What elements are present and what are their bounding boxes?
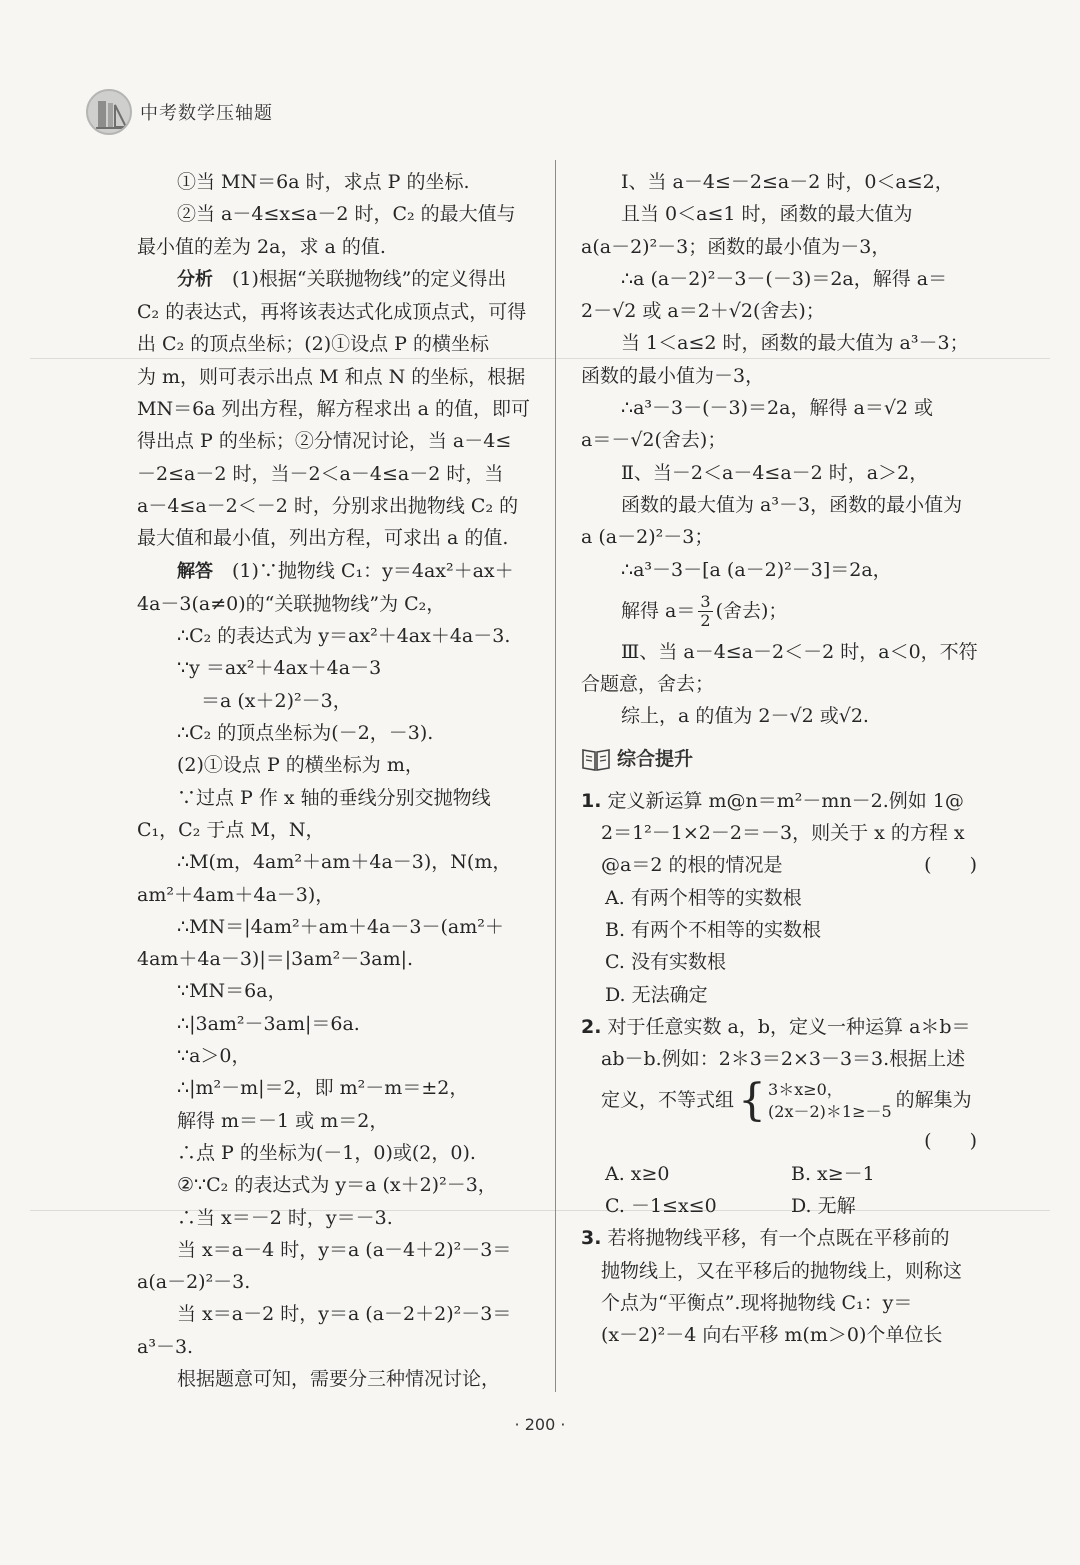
text-line: a－4≤a－2＜－2 时，分别求出抛物线 C₂ 的 bbox=[137, 494, 519, 517]
text-line: ②∵C₂ 的表达式为 y＝a (x＋2)²－3， bbox=[177, 1174, 497, 1197]
answer-blank: ( ) bbox=[924, 1130, 977, 1153]
question-number: 2. bbox=[581, 1015, 602, 1038]
text-line: 当 x＝a－4 时，y＝a (a－4＋2)²－3＝ bbox=[177, 1238, 512, 1261]
text-line: ∴|m²－m|＝2，即 m²－m＝±2， bbox=[177, 1077, 469, 1100]
text-line: 且当 0＜a≤1 时，函数的最大值为 bbox=[621, 203, 913, 226]
section-title: 综合提升 bbox=[617, 747, 694, 770]
analysis-label: 分析 bbox=[177, 268, 213, 290]
text-line: 解得 a＝ bbox=[621, 599, 696, 622]
question-number: 3. bbox=[581, 1227, 602, 1250]
text-line: 综上，a 的值为 2－√2 或√2. bbox=[621, 705, 869, 728]
answer-blank: ( ) bbox=[924, 854, 977, 877]
text-line: ∴a (a－2)²－3－(－3)＝2a，解得 a＝ bbox=[621, 267, 948, 290]
text-line: 解得 m＝－1 或 m＝2， bbox=[177, 1109, 389, 1132]
fraction-denominator: 2 bbox=[700, 611, 711, 631]
text-line: (1)∵抛物线 C₁：y＝4ax²＋ax＋ bbox=[232, 559, 514, 582]
text-line: ab－b.例如：2＊3＝2×3－3＝3.根据上述 bbox=[601, 1048, 966, 1071]
text-line: 的解集为 bbox=[895, 1089, 972, 1112]
text-line: 4a－3(a≠0)的“关联抛物线”为 C₂， bbox=[137, 592, 446, 615]
option: B. 有两个不相等的实数根 bbox=[605, 918, 822, 941]
text-line: ＝a (x＋2)²－3， bbox=[201, 689, 352, 712]
text-line: 最小值的差为 2a，求 a 的值. bbox=[137, 235, 386, 258]
text-line: 出 C₂ 的顶点坐标；(2)①设点 P 的横坐标 bbox=[137, 333, 490, 356]
text-line: a(a－2)²－3；函数的最小值为－3， bbox=[581, 235, 891, 258]
text-line: ∴a³－3－(－3)＝2a，解得 a＝√2 或 bbox=[621, 397, 934, 420]
option-row bbox=[581, 1190, 977, 1222]
system-line: (2x－2)＊1≥－5 bbox=[768, 1102, 892, 1122]
option: D. 无解 bbox=[791, 1195, 856, 1218]
text-line: 合题意，舍去； bbox=[581, 673, 715, 696]
text-line: 最大值和最小值，列出方程，可求出 a 的值. bbox=[137, 527, 509, 550]
text-line: ∵MN＝6a， bbox=[177, 980, 287, 1003]
text-line: 对于任意实数 a，b，定义一种运算 a＊b＝ bbox=[607, 1015, 971, 1038]
system-line: 3＊x≥0， bbox=[768, 1080, 843, 1100]
text-line: ∴C₂ 的顶点坐标为(－2，－3). bbox=[177, 722, 434, 745]
text-line: (x－2)²－4 向右平移 m(m＞0)个单位长 bbox=[601, 1324, 943, 1347]
text-line: 当 x＝a－2 时，y＝a (a－2＋2)²－3＝ bbox=[177, 1303, 512, 1326]
text-line: ∴C₂ 的表达式为 y＝ax²＋4ax＋4a－3. bbox=[177, 625, 511, 648]
answer-heading-line bbox=[137, 555, 529, 588]
inequality-system bbox=[738, 1075, 892, 1127]
text-line: 2－√2 或 a＝2＋√2(舍去)； bbox=[581, 300, 825, 323]
book-tools-icon bbox=[86, 89, 132, 135]
fraction bbox=[698, 593, 712, 630]
text-line: a³－3. bbox=[137, 1335, 194, 1358]
option: C. －1≤x≤0 bbox=[605, 1195, 717, 1218]
left-column bbox=[137, 166, 529, 1395]
option: A. 有两个相等的实数根 bbox=[605, 886, 802, 909]
option-row bbox=[581, 1158, 977, 1190]
book-title: 中考数学压轴题 bbox=[140, 103, 273, 124]
text-line: C₁，C₂ 于点 M，N， bbox=[137, 818, 325, 841]
text-line: ∴|3am²－3am|＝6a. bbox=[177, 1012, 360, 1035]
text-line: a＝－√2(舍去)； bbox=[581, 429, 727, 452]
text-line: 根据题意可知，需要分三种情况讨论， bbox=[177, 1367, 501, 1390]
text-line: ∴a³－3－[a (a－2)²－3]＝2a， bbox=[621, 558, 892, 581]
open-book-icon bbox=[581, 746, 611, 772]
text-line: 2＝1²－1×2－2＝－3，则关于 x 的方程 x bbox=[601, 822, 965, 845]
text-line: (1)根据“关联抛物线”的定义得出 bbox=[232, 267, 507, 290]
text-line: 定义，不等式组 bbox=[601, 1089, 735, 1112]
text-line: Ⅰ、当 a－4≤－2≤a－2 时，0＜a≤2， bbox=[621, 171, 954, 193]
text-line: ∴当 x＝－2 时，y＝－3. bbox=[177, 1206, 393, 1229]
question-line bbox=[581, 849, 977, 881]
text-line: 函数的最大值为 a³－3，函数的最小值为 bbox=[621, 493, 963, 516]
option: D. 无法确定 bbox=[605, 983, 708, 1006]
text-line: 得出点 P 的坐标；②分情况讨论，当 a－4≤ bbox=[137, 430, 512, 453]
option: B. x≥－1 bbox=[791, 1162, 875, 1185]
text-line: C₂ 的表达式，再将该表达式化成顶点式，可得 bbox=[137, 301, 527, 324]
option: C. 没有实数根 bbox=[605, 951, 726, 974]
text-line: ①当 MN＝6a 时，求点 P 的坐标. bbox=[177, 171, 470, 193]
text-line: am²＋4am＋4a－3)， bbox=[137, 883, 335, 906]
text-line: 抛物线上，又在平移后的抛物线上，则称这 bbox=[601, 1259, 963, 1282]
text-line: @a＝2 的根的情况是 bbox=[601, 854, 783, 877]
text-line: ∴MN＝|4am²＋am＋4a－3－(am²＋ bbox=[177, 915, 504, 938]
text-line: 若将抛物线平移，有一个点既在平移前的 bbox=[607, 1227, 950, 1250]
question-2 bbox=[581, 1011, 977, 1043]
option: A. x≥0 bbox=[605, 1162, 670, 1185]
right-column bbox=[581, 166, 977, 1352]
text-line: ②当 a－4≤x≤a－2 时，C₂ 的最大值与 bbox=[177, 203, 516, 226]
page-number: · 200 · bbox=[514, 1415, 566, 1434]
text-line: 函数的最小值为－3， bbox=[581, 364, 765, 387]
text-line: ∵y ＝ax²＋4ax＋4a－3 bbox=[177, 657, 382, 680]
answer-label: 解答 bbox=[177, 560, 213, 582]
text-line: ∵a＞0， bbox=[177, 1045, 251, 1068]
text-line: 个点为“平衡点”.现将抛物线 C₁：y＝ bbox=[601, 1291, 913, 1314]
text-line: a (a－2)²－3； bbox=[581, 526, 714, 549]
text-line: －2≤a－2 时，当－2＜a－4≤a－2 时，当 bbox=[137, 462, 504, 485]
section-header bbox=[581, 739, 977, 779]
text-line: Ⅱ、当－2＜a－4≤a－2 时，a＞2， bbox=[621, 461, 929, 484]
question-3 bbox=[581, 1222, 977, 1254]
text-line: (2)①设点 P 的横坐标为 m， bbox=[177, 754, 424, 777]
text-line: 为 m，则可表示出点 M 和点 N 的坐标，根据 bbox=[137, 365, 526, 388]
text-line: ∵过点 P 作 x 轴的垂线分别交抛物线 bbox=[177, 786, 491, 809]
text-line: (舍去)； bbox=[715, 599, 788, 622]
text-line: Ⅲ、当 a－4≤a－2＜－2 时，a＜0，不符 bbox=[621, 640, 978, 663]
inequality-line bbox=[581, 1075, 977, 1125]
question-number: 1. bbox=[581, 789, 602, 812]
question-1 bbox=[581, 785, 977, 817]
fraction-numerator: 3 bbox=[700, 592, 711, 612]
system-lines bbox=[768, 1079, 892, 1123]
text-line: a(a－2)²－3. bbox=[137, 1271, 251, 1294]
text-line: 4am＋4a－3)|＝|3am²－3am|. bbox=[137, 948, 414, 971]
text-line: ∴M(m，4am²＋am＋4a－3)，N(m， bbox=[177, 851, 512, 874]
text-line: 当 1＜a≤2 时，函数的最大值为 a³－3； bbox=[621, 332, 969, 355]
analysis-heading-line bbox=[137, 263, 529, 296]
solve-line bbox=[581, 586, 977, 636]
text-line: MN＝6a 列出方程，解方程求出 a 的值，即可 bbox=[137, 398, 530, 421]
brace: { bbox=[738, 1075, 767, 1127]
text-line: ∴点 P 的坐标为(－1，0)或(2，0). bbox=[177, 1141, 476, 1164]
column-divider bbox=[555, 160, 556, 1392]
text-line: 定义新运算 m@n＝m²－mn－2.例如 1@ bbox=[607, 789, 964, 812]
page-header bbox=[86, 86, 273, 138]
